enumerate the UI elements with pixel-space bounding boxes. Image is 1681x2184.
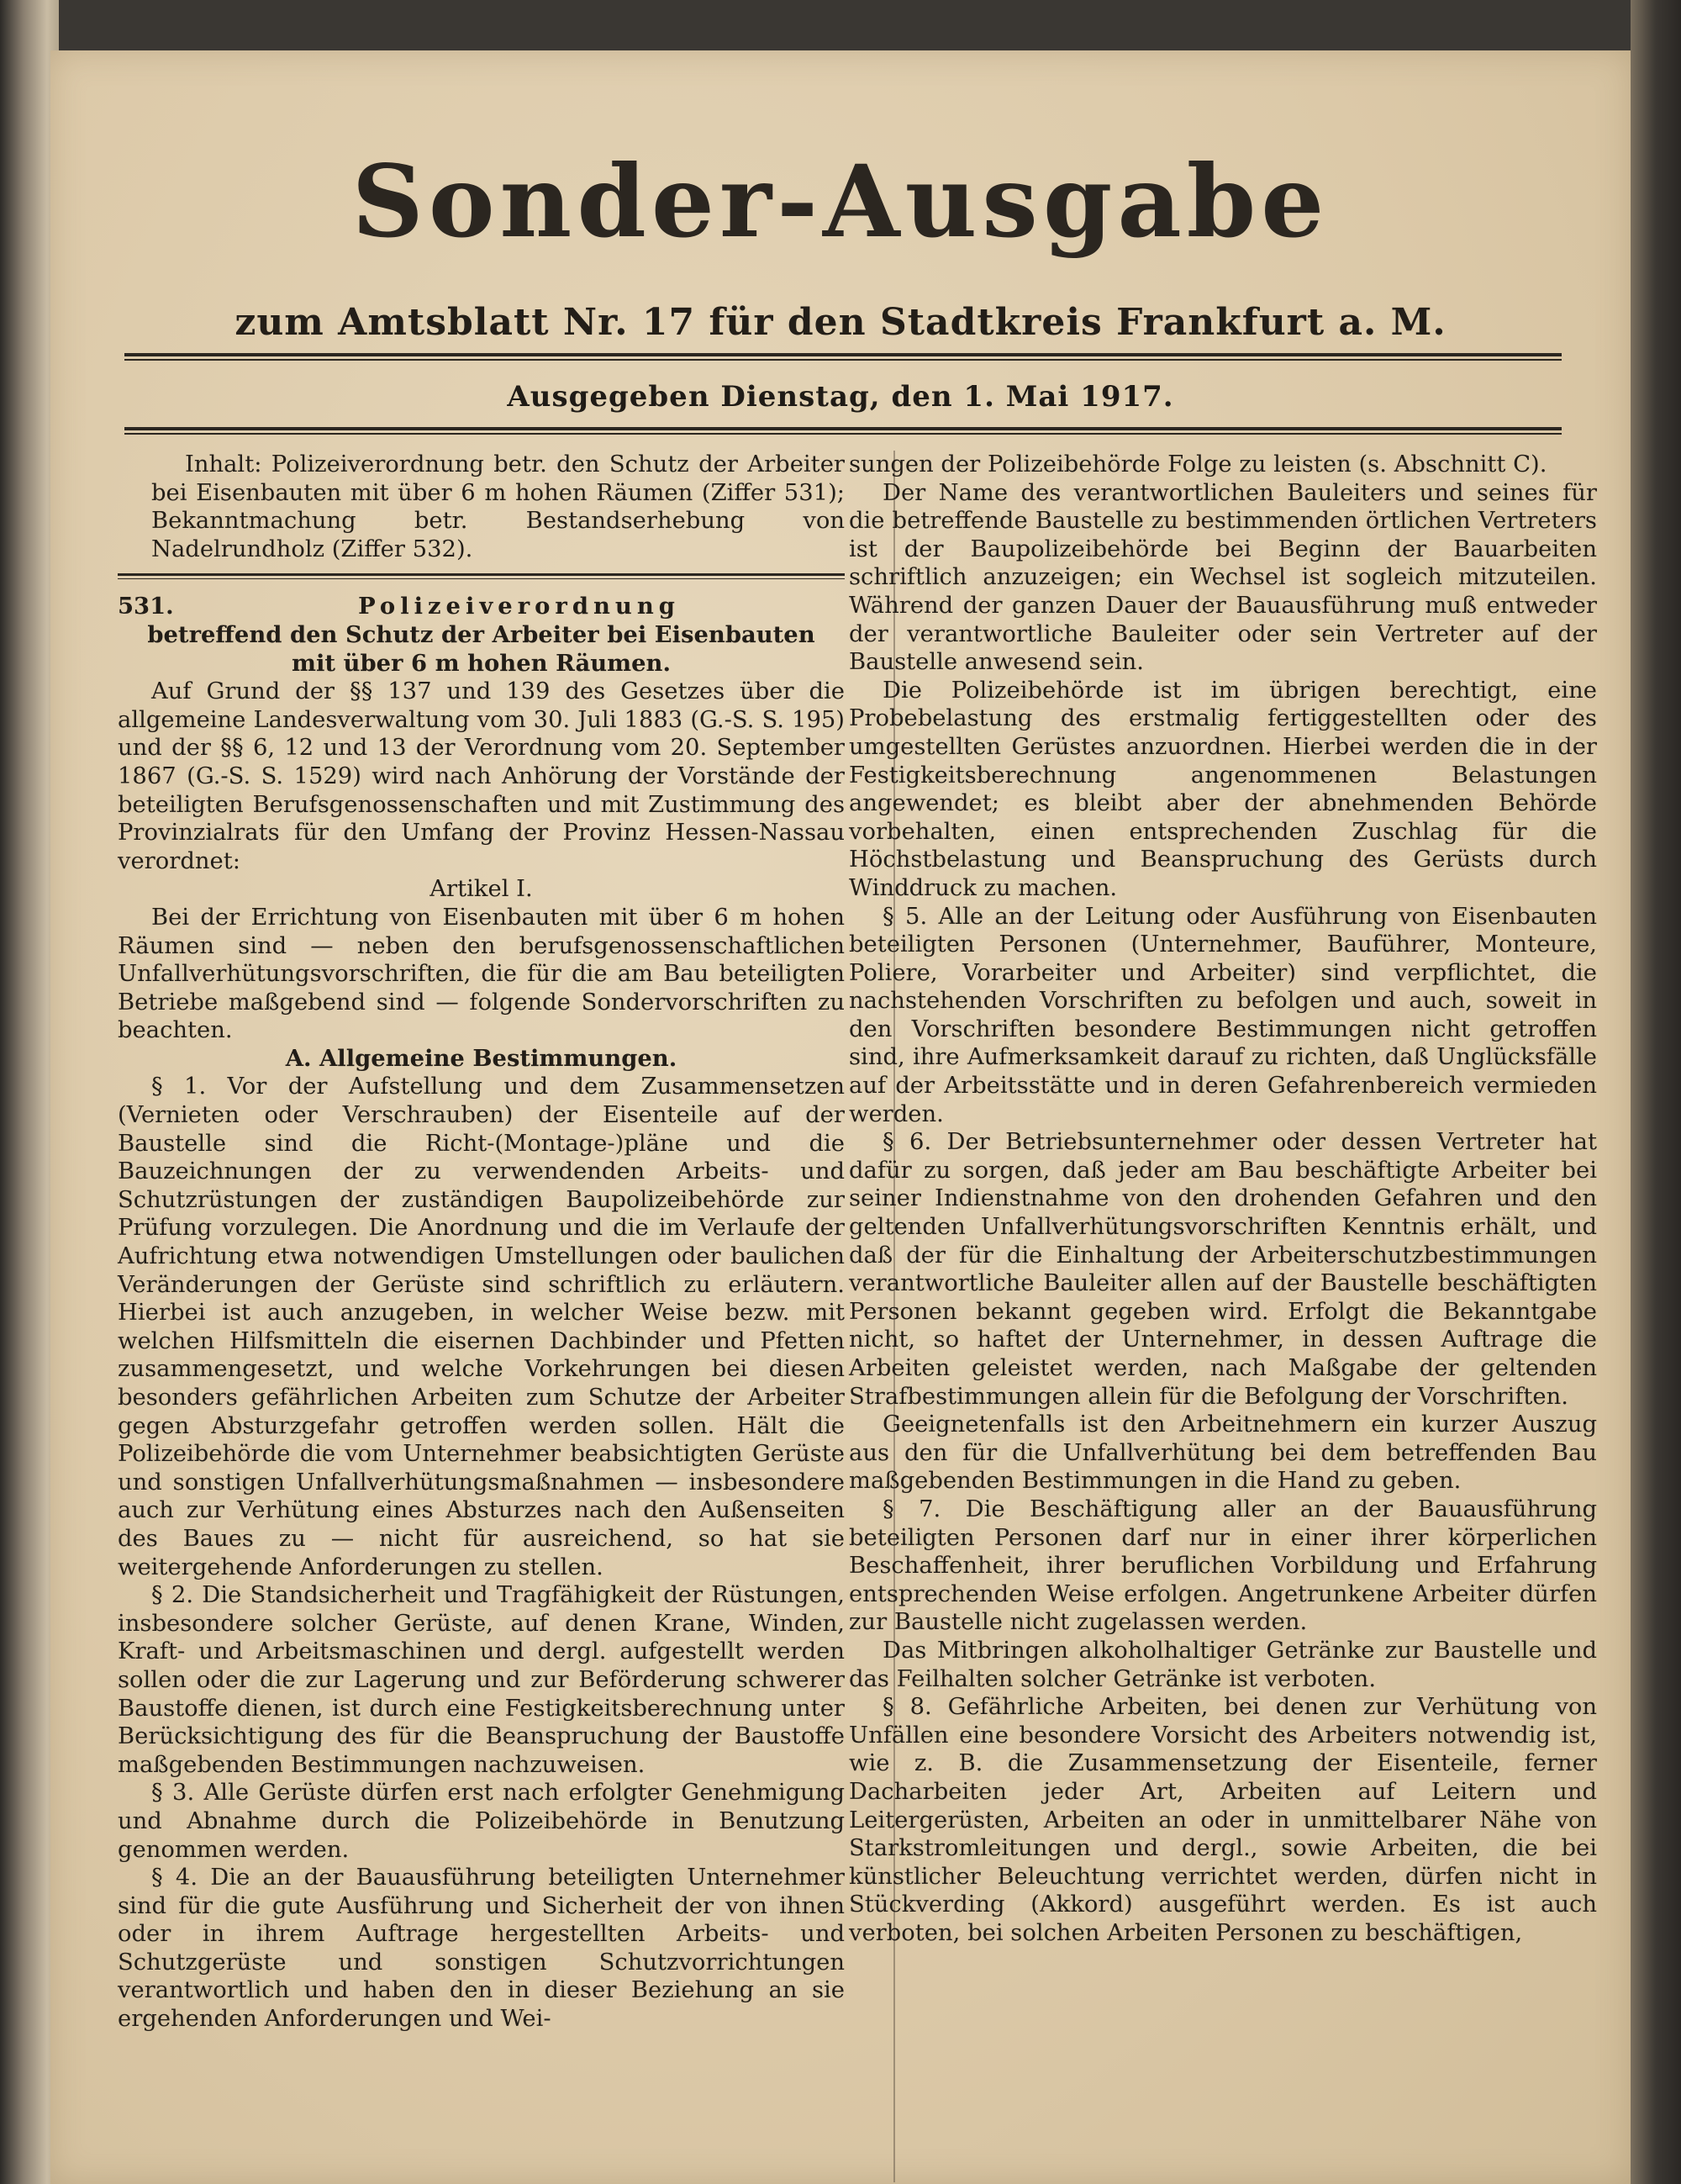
- issue-date: Ausgegeben Dienstag, den 1. Mai 1917.: [507, 380, 1174, 414]
- paragraph-s5: § 5. Alle an der Leitung oder Ausführung von Eisenbauten beteiligten Personen (Unternehmer, Bauführer, Monteure, Poliere, Vorarbeiter und Arbeiter) sind verpflichtet, die nachstehenden Vorschriften zu befolgen und auch, soweit in den Vorschriften besondere Bestimmungen nicht getroffen sind, ihre Aufmerksamkeit darauf zu richten, daß Unglücksfälle auf der Arbeitsstätte und in deren Gefahrenbereich vermieden werden.: [849, 903, 1597, 1127]
- paragraph-s3: § 3. Alle Gerüste dürfen erst nach erfolgter Genehmigung und Abnahme durch die Polizeibehörde in Benutzung genommen werden.: [118, 1780, 845, 1863]
- newspaper-page: [50, 50, 1631, 2184]
- section-a-heading: A. Allgemeine Bestimmungen.: [285, 1044, 677, 1072]
- book-edge: [1631, 0, 1681, 2184]
- paragraph-s7-alkohol: Das Mitbringen alkoholhaltiger Getränke zur Baustelle und das Feilhalten solcher Getränke ist verboten.: [849, 1637, 1597, 1692]
- right-column: [849, 451, 1597, 1947]
- left-column: [118, 451, 845, 2034]
- paragraph-s6: § 6. Der Betriebsunternehmer oder dessen Vertreter hat dafür zu sorgen, daß jeder am Bau beschäftigte Arbeiter bei seiner Indienstnahme von den drohenden Gefahren und den geltenden Unfallverhütungsvorschriften Kenntnis erhält, und daß der für die Einhaltung der Arbeiterschutzbestimmungen verantwortliche Bauleiter allen auf der Baustelle beschäftigten Personen bekannt gegeben wird. Erfolgt die Bekanntgabe nicht, so haftet der Unternehmer, in dessen Auftrage die Arbeiten geleistet werden, nach Maßgabe der geltenden Strafbestimmungen allein für die Befolgung der Vorschriften.: [849, 1129, 1597, 1410]
- paragraph-s7: § 7. Die Beschäftigung aller an der Bauausführung beteiligten Personen darf nur in einer ihrer körperlichen Beschaffenheit, ihrer beruflichen Vorbildung und Erfahrung entsprechenden Weise erfolgen. Angetrunkene Arbeiter dürfen zur Baustelle nicht zugelassen werden.: [849, 1496, 1597, 1636]
- masthead-title: Sonder-Ausgabe: [351, 143, 1330, 260]
- paragraph-continuation: sungen der Polizeibehörde Folge zu leisten (s. Abschnitt C).: [849, 451, 1547, 477]
- paragraph-probebelastung: Die Polizeibehörde ist im übrigen berechtigt, eine Probebelastung des erstmalig fertiggestellten oder des umgestellten Gerüstes anzuordnen. Hierbei werden die in der Festigkeitsberechnung angenommenen Belastungen angewendet; es bleibt aber der abnehmenden Behörde vorbehalten, einen entsprechenden Zuschlag für die Höchstbelastung und Beanspruchung des Gerüsts durch Winddruck zu machen.: [849, 677, 1597, 901]
- paragraph-s4: § 4. Die an der Bauausführung beteiligten Unternehmer sind für die gute Ausführung und Sicherheit der von ihnen oder in ihrem Auftrage hergestellten Arbeits- und Schutzgerüste und sonstigen Schutzvorrichtungen verantwortlich und haben den in dieser Beziehung an sie ergehenden Anforderungen und Wei-: [118, 1865, 845, 2033]
- item-number: 531.: [118, 593, 174, 620]
- contents-summary: Inhalt: Polizeiverordnung betr. den Schutz der Arbeiter bei Eisenbauten mit über 6 m hohen Räumen (Ziffer 531); Bekanntmachung betr. Bestandserhebung von Nadelrundholz (Ziffer 532).: [151, 451, 845, 562]
- paragraph-s1: § 1. Vor der Aufstellung und dem Zusammensetzen (Vernieten oder Verschrauben) der Eisenteile auf der Baustelle sind die Richt-(Montage-)pläne und die Bauzeichnungen der zu verwendenden Arbeits- und Schutzrüstungen der zuständigen Baupolizeibehörde zur Prüfung vorzulegen. Die Anordnung und die im Verlaufe der Aufrichtung etwa notwendigen Umstellungen oder baulichen Veränderungen der Gerüste sind schriftlich zu erläutern. Hierbei ist auch anzugeben, in welcher Weise bezw. mit welchen Hilfsmitteln die eisernen Dachbinder und Pfetten zusammengesetzt, und welche Vorkehrungen bei diesen besonders gefährlichen Arbeiten zum Schutze der Arbeiter gegen Absturzgefahr getroffen werden sollen. Hält die Polizeibehörde die vom Unternehmer beabsichtigten Gerüste und sonstigen Unfallverhütungsmaßnahmen — insbesondere auch zur Verhütung eines Absturzes nach den Außenseiten des Baues zu — nicht für ausreichend, so hat sie weitergehende Anforderungen zu stellen.: [118, 1074, 845, 1580]
- item-heading: [118, 593, 845, 621]
- item-subtitle-1: betreffend den Schutz der Arbeiter bei Eisenbauten: [147, 620, 815, 648]
- contents-rule: [118, 573, 845, 579]
- masthead-rule-top: [124, 353, 1562, 361]
- paragraph-s2: § 2. Die Standsicherheit und Tragfähigkeit der Rüstungen, insbesondere solcher Gerüste, auf denen Krane, Winden, Kraft- und Arbeitsmaschinen und dergl. aufgestellt werden sollen oder die zur Lagerung und zur Beförderung schwerer Baustoffe dienen, ist durch eine Festigkeitsberechnung unter Berücksichtigung des für die Beanspruchung der Baustoffe maßgebenden Bestimmungen nachzuweisen.: [118, 1582, 845, 1778]
- item-title: Polizeiverordnung: [358, 593, 680, 620]
- paragraph-s8: § 8. Gefährliche Arbeiten, bei denen zur Verhütung von Unfällen eine besondere Vorsicht des Arbeiters notwendig ist, wie z. B. die Zusammensetzung der Eisenteile, ferner Dacharbeiten jeder Art, Arbeiten auf Leitern und Leitergerüsten, Arbeiten an oder in unmittelbarer Nähe von Starkstromleitungen und dergl., sowie Arbeiten, die bei künstlicher Beleuchtung verrichtet werden, dürfen nicht in Stückverding (Akkord) ausgeführt werden. Es ist auch verboten, bei solchen Arbeiten Personen zu beschäftigen,: [849, 1694, 1597, 1946]
- paragraph-bauleiter: Der Name des verantwortlichen Bauleiters und seines für die betreffende Baustelle zu bestimmenden örtlichen Vertreters ist der Baupolizeibehörde bei Beginn der Bauarbeiten schriftlich anzuzeigen; ein Wechsel ist sogleich mitzuteilen. Während der ganzen Dauer der Bauausführung muß entweder der verantwortliche Bauleiter oder sein Vertreter auf der Baustelle anwesend sein.: [849, 479, 1597, 676]
- paragraph-s6-auszug: Geeignetenfalls ist den Arbeitnehmern ein kurzer Auszug aus den für die Unfallverhütung bei dem betreffenden Bau maßgebenden Bestimmungen in die Hand zu geben.: [849, 1411, 1597, 1495]
- paragraph-artikel: Bei der Errichtung von Eisenbauten mit über 6 m hohen Räumen sind — neben den berufsgenossenschaftlichen Unfallverhütungsvorschriften, die für die am Bau beteiligten Betriebe maßgebend sind — folgende Sondervorschriften zu beachten.: [118, 904, 845, 1044]
- paragraph-intro: Auf Grund der §§ 137 und 139 des Gesetzes über die allgemeine Landesverwaltung vom 30. Juli 1883 (G.-S. S. 195) und der §§ 6, 12 und 13 der Verordnung vom 20. September 1867 (G.-S. S. 1529) wird nach Anhörung der Vorstände der beteiligten Berufsgenossenschaften und mit Zustimmung des Provinzialrats für den Umfang der Provinz Hessen-Nassau verordnet:: [118, 678, 845, 874]
- artikel-heading: Artikel I.: [429, 876, 533, 903]
- masthead-subtitle: zum Amtsblatt Nr. 17 für den Stadtkreis Frankfurt a. M.: [234, 301, 1447, 344]
- item-subtitle-2: mit über 6 m hohen Räumen.: [291, 649, 672, 677]
- masthead-rule-bottom: [124, 427, 1562, 435]
